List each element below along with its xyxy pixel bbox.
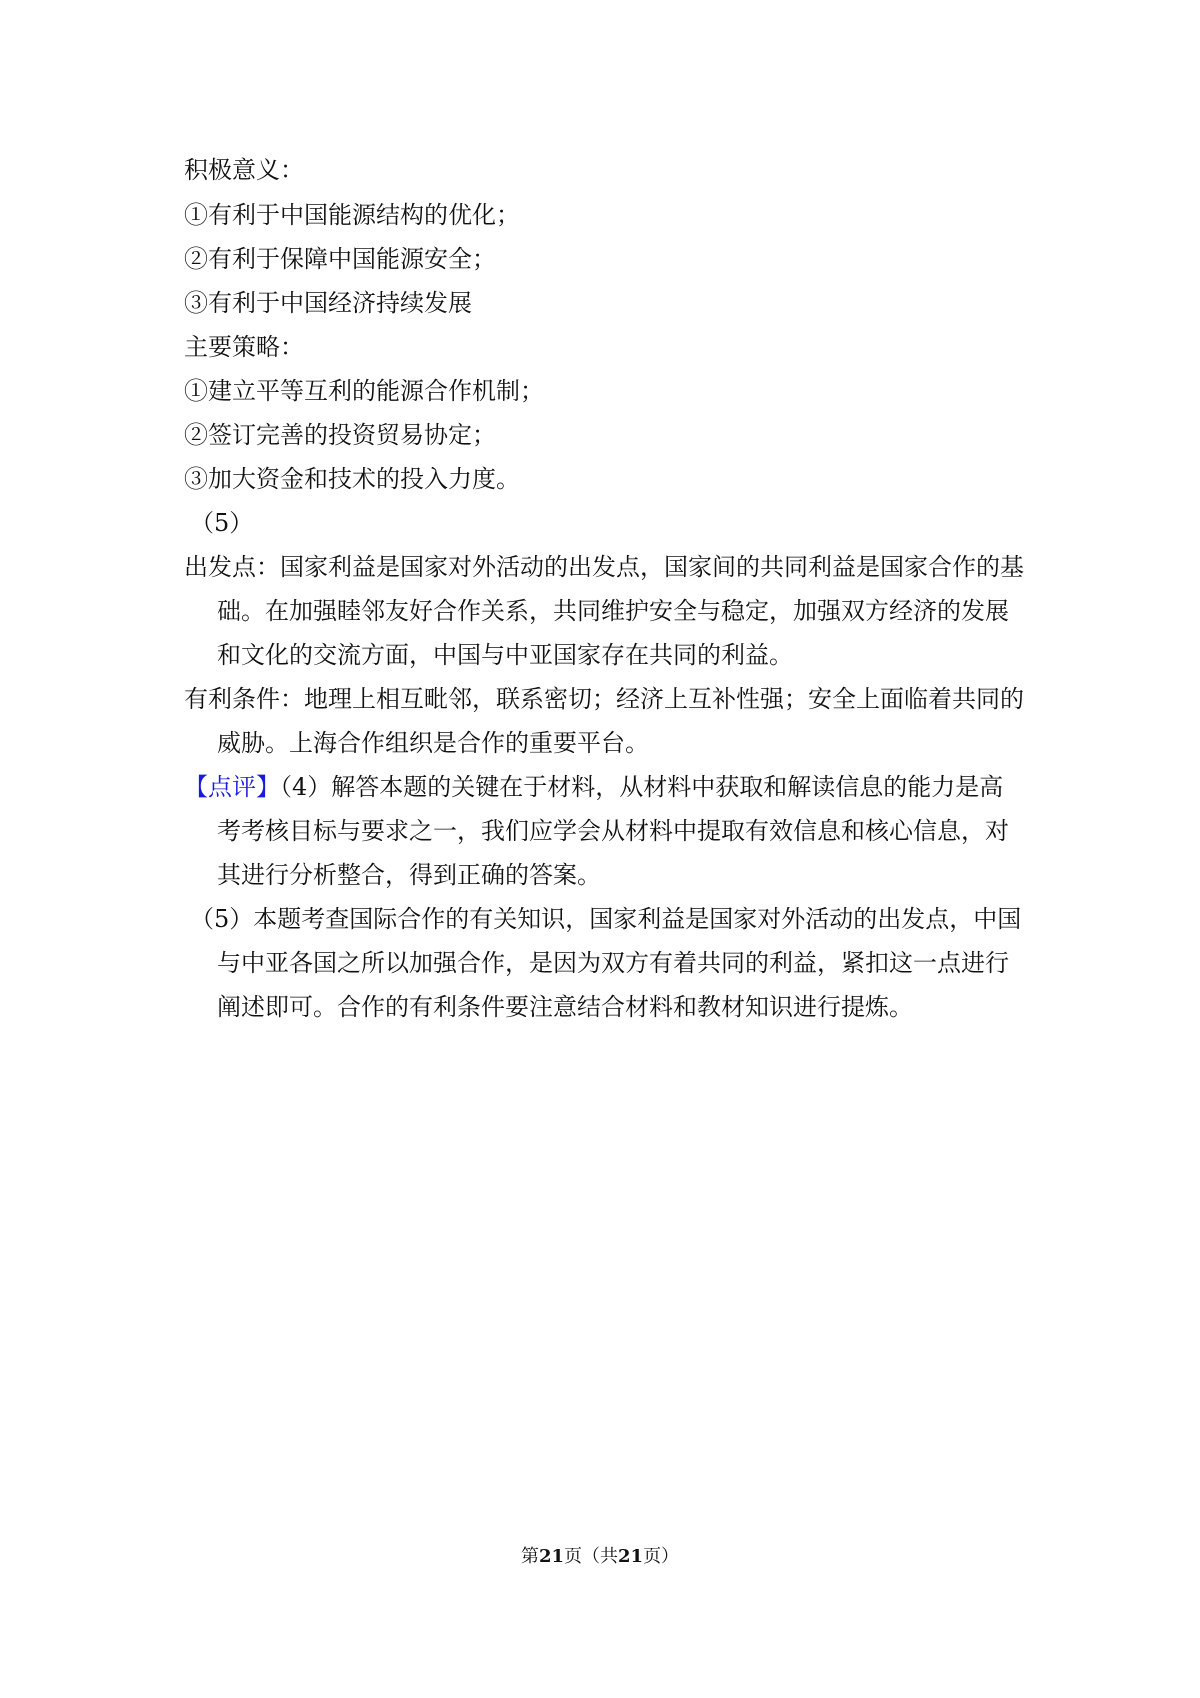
comment-para5-line-1: （5）本题考查国际合作的有关知识，国家利益是国家对外活动的出发点，中国 (190, 905, 1022, 933)
comment-para5-line-3: 阐述即可。合作的有利条件要注意结合材料和教材知识进行提炼。 (217, 993, 913, 1021)
starting-point-line-2: 础。在加强睦邻友好合作关系，共同维护安全与稳定，加强双方经济的发展 (217, 597, 1009, 625)
footer-middle: 页（共 (564, 1546, 618, 1567)
strategy-item-3: ③加大资金和技术的投入力度。 (184, 465, 520, 493)
comment-para4-line-3: 其进行分析整合，得到正确的答案。 (217, 861, 601, 889)
conditions-line-2: 威胁。上海合作组织是合作的重要平台。 (217, 729, 649, 757)
significance-heading: 积极意义： (184, 156, 304, 184)
page-footer (0, 1545, 1200, 1569)
comment-para4-line-2: 考考核目标与要求之一，我们应学会从材料中提取有效信息和核心信息，对 (217, 817, 1009, 845)
significance-item-1: ①有利于中国能源结构的优化； (184, 201, 520, 229)
comment-para5-line-2: 与中亚各国之所以加强合作，是因为双方有着共同的利益，紧扣这一点进行 (217, 949, 1009, 977)
comment-para4-line-1: （4）解答本题的关键在于材料，从材料中获取和解读信息的能力是高 (280, 773, 1004, 801)
comment-line-1 (184, 772, 1003, 802)
significance-item-3: ③有利于中国经济持续发展 (184, 289, 472, 317)
starting-point-line-3: 和文化的交流方面，中国与中亚国家存在共同的利益。 (217, 641, 793, 669)
starting-point-line-1: 出发点：国家利益是国家对外活动的出发点，国家间的共同利益是国家合作的基 (184, 553, 1024, 581)
part5-number: （5） (190, 509, 254, 537)
conditions-line-1: 有利条件：地理上相互毗邻，联系密切；经济上互补性强；安全上面临着共同的 (184, 685, 1024, 713)
footer-total-pages: 21 (618, 1546, 644, 1567)
significance-item-2: ②有利于保障中国能源安全； (184, 245, 496, 273)
footer-prefix: 第 (520, 1546, 539, 1567)
strategies-heading: 主要策略： (184, 333, 304, 361)
footer-suffix: 页） (643, 1546, 680, 1567)
strategy-item-2: ②签订完善的投资贸易协定； (184, 421, 496, 449)
strategy-item-1: ①建立平等互利的能源合作机制； (184, 377, 544, 405)
footer-page-number: 21 (538, 1546, 564, 1567)
comment-label: 【点评】 (184, 773, 280, 801)
